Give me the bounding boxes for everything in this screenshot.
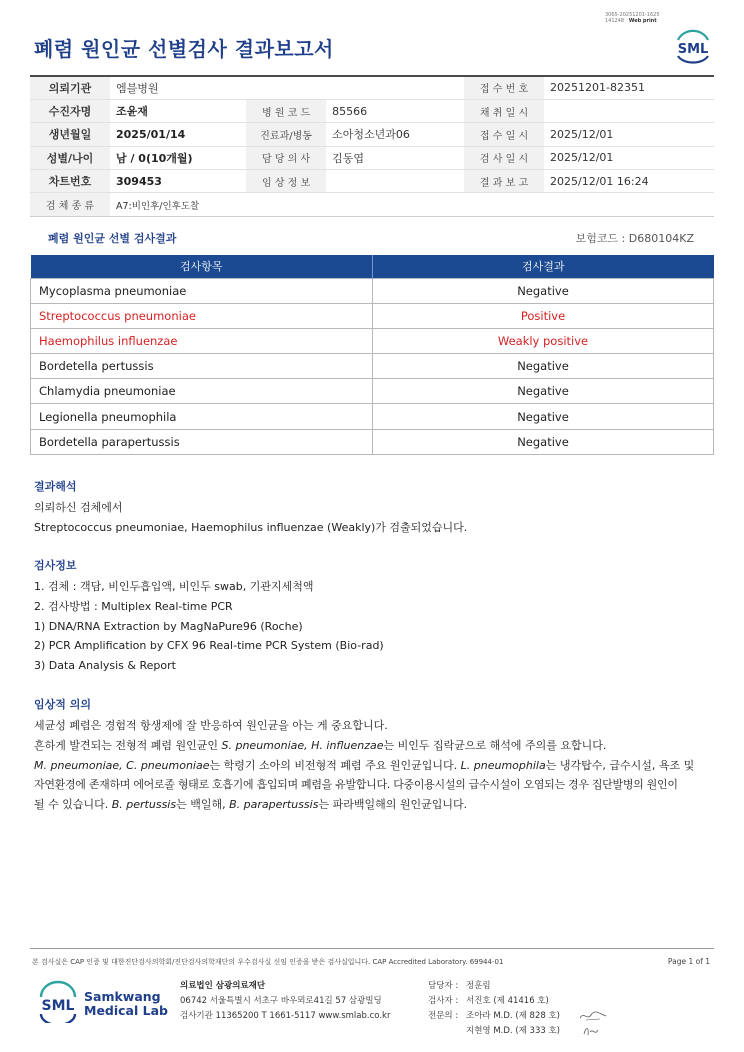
requesting-institution: 엠블병원 bbox=[116, 81, 159, 95]
collection-date bbox=[544, 99, 714, 122]
label-birth-date: 생년월일 bbox=[30, 123, 110, 146]
test-item: Legionella pneumophila bbox=[31, 404, 373, 429]
chart-number: 309453 bbox=[116, 174, 162, 188]
label-specimen-type: 검 체 종 류 bbox=[30, 193, 110, 216]
info-row bbox=[30, 193, 714, 216]
birth-date: 2025/01/14 bbox=[116, 127, 186, 141]
label-result-report: 결 과 보 고 bbox=[464, 170, 544, 193]
test-info-line: 3) Data Analysis & Report bbox=[34, 659, 176, 673]
footer-divider bbox=[30, 948, 714, 949]
department: 소아청소년과06 bbox=[332, 128, 410, 142]
header-test-item: 검사항목 bbox=[31, 255, 373, 278]
test-result: Negative bbox=[373, 429, 714, 454]
table-row bbox=[31, 429, 714, 454]
label-patient-name: 수진자명 bbox=[30, 99, 110, 122]
test-result: Negative bbox=[373, 354, 714, 379]
hospital-code: 85566 bbox=[332, 104, 368, 118]
label-chart-number: 차트번호 bbox=[30, 170, 110, 193]
label-department: 진료과/병동 bbox=[246, 123, 326, 146]
label-receipt-date: 접 수 일 시 bbox=[464, 123, 544, 146]
header-test-result: 검사결과 bbox=[373, 255, 714, 278]
patient-info-table bbox=[30, 75, 714, 217]
staff-row: 검사자 : 서진호 (제 41416 호) bbox=[428, 996, 549, 1006]
logo-bottom-text: SML bbox=[41, 998, 75, 1014]
organization-info bbox=[180, 979, 390, 1024]
clinical-line: 될 수 있습니다. B. pertussis는 백일해, B. parapertussis는 파라백일해의 원인균입니다. bbox=[34, 798, 468, 812]
label-clinical-info: 임 상 정 보 bbox=[246, 170, 326, 193]
test-info-line: 2. 검사방법 : Multiplex Real-time PCR bbox=[34, 599, 233, 613]
web-print-label: Web print bbox=[628, 18, 657, 24]
test-date: 2025/12/01 bbox=[550, 151, 614, 165]
test-info-line: 1) DNA/RNA Extraction by MagNaPure96 (Roche) bbox=[34, 619, 303, 633]
test-item: Mycoplasma pneumoniae bbox=[31, 278, 373, 303]
interpretation-line: 의뢰하신 검체에서 bbox=[34, 501, 123, 514]
table-row bbox=[31, 354, 714, 379]
label-receipt-number: 접 수 번 호 bbox=[464, 76, 544, 99]
label-test-date: 검 사 일 시 bbox=[464, 146, 544, 169]
interpretation-section bbox=[34, 477, 724, 538]
signature-icon bbox=[578, 1024, 608, 1038]
table-row bbox=[31, 303, 714, 328]
test-item: Bordetella pertussis bbox=[31, 354, 373, 379]
insurance-code: 보험코드 : D680104KZ bbox=[575, 232, 694, 245]
receipt-number: 20251201-82351 bbox=[550, 81, 645, 95]
specimen-type: A7:비인후/인후도찰 bbox=[116, 200, 200, 212]
staff-info bbox=[428, 979, 560, 1039]
table-row bbox=[31, 379, 714, 404]
organization-address: 06742 서울특별시 서초구 바우뫼로41길 57 삼광빌딩 bbox=[180, 996, 382, 1006]
signature-icon bbox=[578, 1009, 608, 1023]
info-row bbox=[30, 146, 714, 169]
label-requesting-institution: 의뢰기관 bbox=[30, 76, 110, 99]
test-info-title: 검사정보 bbox=[34, 559, 77, 572]
clinical-line: 자연환경에 존재하며 에어로졸 형태로 호흡기에 흡입되며 폐렴을 유발합니다. 다중이용시설의 급수시설이 오염되는 경우 집단발병의 원인이 bbox=[34, 778, 678, 792]
clinical-line: 흔하게 발견되는 전형적 폐렴 원인균인 S. pneumoniae, H. influenzae는 비인두 집락균으로 해석에 주의를 요합니다. bbox=[34, 738, 607, 752]
document-code-line1: 3065-20251201-1625 bbox=[605, 12, 660, 18]
info-row bbox=[30, 123, 714, 146]
result-section-header bbox=[30, 226, 714, 248]
test-info-section bbox=[34, 556, 724, 676]
table-row bbox=[31, 328, 714, 353]
result-report-date: 2025/12/01 16:24 bbox=[550, 174, 649, 188]
brand-name: Samkwang Medical Lab bbox=[84, 989, 168, 1018]
page-title: 폐렴 원인균 선별검사 결과보고서 bbox=[34, 37, 334, 61]
clinical-line: 세균성 폐렴은 경험적 항생제에 잘 반응하여 원인균을 아는 게 중요합니다. bbox=[34, 719, 388, 732]
test-info-line: 1. 검체 : 객담, 비인두흡입액, 비인두 swab, 기관지세척액 bbox=[34, 580, 314, 593]
clinical-info bbox=[326, 170, 464, 193]
result-table bbox=[30, 255, 714, 455]
staff-row: 전문의 : 조아라 M.D. (제 828 호) bbox=[428, 1011, 561, 1021]
interpretation-line: Streptococcus pneumoniae, Haemophilus influenzae (Weakly)가 검출되었습니다. bbox=[34, 520, 468, 534]
result-table-header bbox=[31, 255, 714, 278]
label-physician: 담 당 의 사 bbox=[246, 146, 326, 169]
accreditation-note: 본 검사실은 CAP 인증 및 대한진단검사의학회/진단검사의학재단의 우수검사실 신임 인증을 받은 검사실입니다. CAP Accredited Laboratory. 69944-01 bbox=[32, 958, 504, 966]
label-collection-date: 채 취 일 시 bbox=[464, 99, 544, 122]
document-code-id: 141248 bbox=[605, 18, 625, 24]
organization-name: 의료법인 삼광의료재단 bbox=[180, 981, 266, 991]
test-result: Negative bbox=[373, 404, 714, 429]
test-item: Streptococcus pneumoniae bbox=[31, 303, 373, 328]
test-item: Chlamydia pneumoniae bbox=[31, 379, 373, 404]
sex-age: 남 / 0(10개월) bbox=[116, 151, 193, 165]
table-row bbox=[31, 404, 714, 429]
test-result: Negative bbox=[373, 278, 714, 303]
label-hospital-code: 병 원 코 드 bbox=[246, 99, 326, 122]
test-result: Positive bbox=[373, 303, 714, 328]
clinical-significance-section bbox=[34, 695, 724, 815]
sml-footer-logo-icon bbox=[36, 979, 80, 1023]
interpretation-title: 결과해석 bbox=[34, 480, 77, 493]
document-code bbox=[605, 12, 660, 24]
logo-top-text: SML bbox=[677, 42, 709, 57]
test-item: Haemophilus influenzae bbox=[31, 328, 373, 353]
patient-name: 조윤재 bbox=[116, 105, 148, 119]
info-row bbox=[30, 99, 714, 122]
staff-row: 담당자 : 정훈림 bbox=[428, 981, 491, 991]
test-result: Negative bbox=[373, 379, 714, 404]
sml-logo-icon bbox=[672, 24, 714, 64]
receipt-date: 2025/12/01 bbox=[550, 127, 614, 141]
organization-contact: 검사기관 11365200 T 1661-5117 www.smlab.co.kr bbox=[180, 1011, 391, 1021]
info-row bbox=[30, 76, 714, 99]
page-number: Page 1 of 1 bbox=[667, 957, 710, 966]
test-item: Bordetella parapertussis bbox=[31, 429, 373, 454]
physician: 김동엽 bbox=[332, 151, 364, 165]
clinical-title: 임상적 의의 bbox=[34, 698, 91, 711]
clinical-line: M. pneumoniae, C. pneumoniae는 학령기 소아의 비전형적 폐렴 주요 원인균입니다. L. pneumophila는 냉각탑수, 급수시설, 욕조 및 bbox=[34, 758, 695, 772]
test-info-line: 2) PCR Amplification by CFX 96 Real-time PCR System (Bio-rad) bbox=[34, 639, 384, 653]
info-row bbox=[30, 170, 714, 193]
staff-row: 지현영 M.D. (제 333 호) bbox=[466, 1026, 561, 1036]
table-row bbox=[31, 278, 714, 303]
label-sex-age: 성별/나이 bbox=[30, 146, 110, 169]
test-result: Weakly positive bbox=[373, 328, 714, 353]
result-section-title: 폐렴 원인균 선별 검사결과 bbox=[48, 232, 177, 245]
